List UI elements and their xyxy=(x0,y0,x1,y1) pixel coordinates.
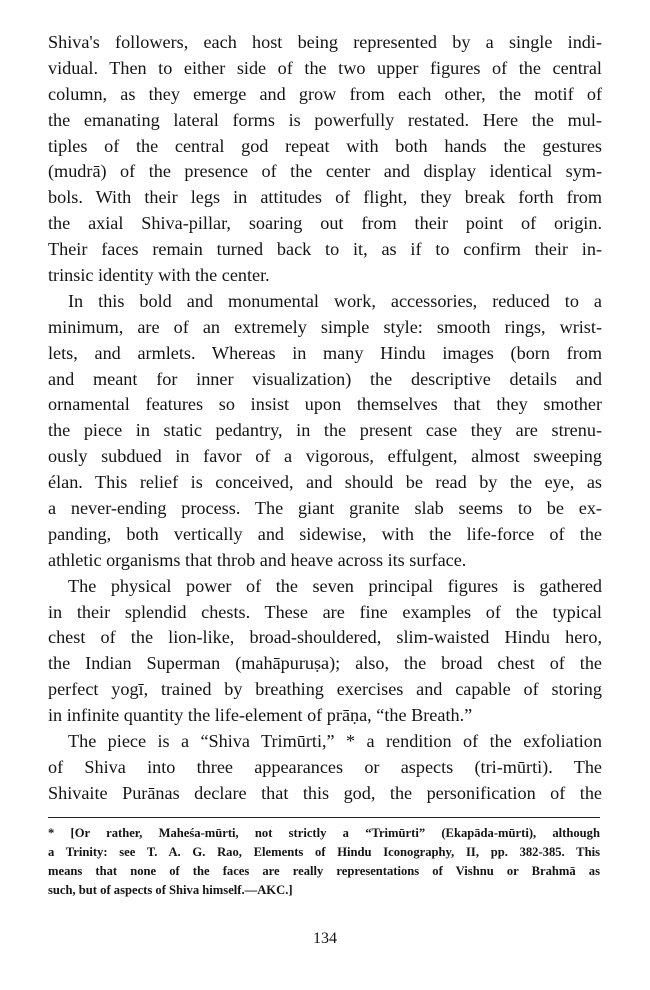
page-number: 134 xyxy=(313,930,337,947)
text-line: Shivaite Purānas declare that this god, the personification of the xyxy=(48,782,602,803)
text-line: the emanating lateral forms is powerfully restated. Here the mul- xyxy=(48,109,602,130)
text-line: chest of the lion-like, broad-shouldered, slim-waisted Hindu hero, xyxy=(48,627,602,648)
footnote-line: such, but of aspects of Shiva himself.—AKC.] xyxy=(48,883,293,897)
paragraph-3 xyxy=(48,574,602,729)
text-line: in their splendid chests. These are fine examples of the typical xyxy=(48,601,602,622)
text-line: of Shiva into three appearances or aspects (tri-mūrti). The xyxy=(48,756,602,777)
text-line: panding, both vertically and sidewise, with the life-force of the xyxy=(48,523,602,544)
text-line: ornamental features so insist upon themselves that they smother xyxy=(48,394,602,415)
footnote-line: a Trinity: see T. A. G. Rao, Elements of Hindu Iconography, II, pp. 382-385. This xyxy=(48,845,600,859)
text-line: bols. With their legs in attitudes of flight, they break forth from xyxy=(48,187,602,208)
text-line: ously subdued in favor of a vigorous, effulgent, almost sweeping xyxy=(48,446,602,467)
footnote-line: means that none of the faces are really representations of Vishnu or Brahmā as xyxy=(48,864,600,878)
text-line: the Indian Superman (mahāpuruṣa); also, the broad chest of the xyxy=(48,653,602,674)
text-line: athletic organisms that throb and heave across its surface. xyxy=(48,549,467,570)
text-line: Their faces remain turned back to it, as if to confirm their in- xyxy=(48,239,602,260)
body-text xyxy=(48,30,602,807)
text-line: column, as they emerge and grow from each other, the motif of xyxy=(48,83,602,104)
text-line: vidual. Then to either side of the two upper figures of the central xyxy=(48,57,602,78)
text-line: minimum, are of an extremely simple style: smooth rings, wrist- xyxy=(48,316,602,337)
text-line: The piece is a “Shiva Trimūrti,” * a rendition of the exfoliation xyxy=(68,731,602,752)
paragraph-2 xyxy=(48,289,602,574)
text-line: In this bold and monumental work, accessories, reduced to a xyxy=(68,290,602,311)
text-line: (mudrā) of the presence of the center and display identical sym- xyxy=(48,161,602,182)
text-line: and meant for inner visualization) the descriptive details and xyxy=(48,368,602,389)
text-line: trinsic identity with the center. xyxy=(48,265,270,286)
footnote xyxy=(48,824,600,900)
text-line: lets, and armlets. Whereas in many Hindu images (born from xyxy=(48,342,602,363)
text-line: élan. This relief is conceived, and should be read by the eye, as xyxy=(48,472,602,493)
paragraph-1 xyxy=(48,30,602,289)
text-line: perfect yogī, trained by breathing exercises and capable of storing xyxy=(48,679,602,700)
footnote-line: * [Or rather, Maheśa-mūrti, not strictly a “Trimūrti” (Ekapāda-mūrti), although xyxy=(48,826,600,840)
footnote-divider xyxy=(48,817,600,818)
text-line: the piece in static pedantry, in the present case they are strenu- xyxy=(48,420,602,441)
text-line: Shiva's followers, each host being represented by a single indi- xyxy=(48,32,602,52)
paragraph-4 xyxy=(48,729,602,807)
text-line: in infinite quantity the life-element of prāṇa, “the Breath.” xyxy=(48,705,473,726)
text-line: tiples of the central god repeat with both hands the gestures xyxy=(48,135,602,156)
text-line: The physical power of the seven principal figures is gathered xyxy=(68,575,602,596)
text-line: the axial Shiva-pillar, soaring out from their point of origin. xyxy=(48,213,602,234)
text-line: a never-ending process. The giant granite slab seems to be ex- xyxy=(48,498,602,519)
